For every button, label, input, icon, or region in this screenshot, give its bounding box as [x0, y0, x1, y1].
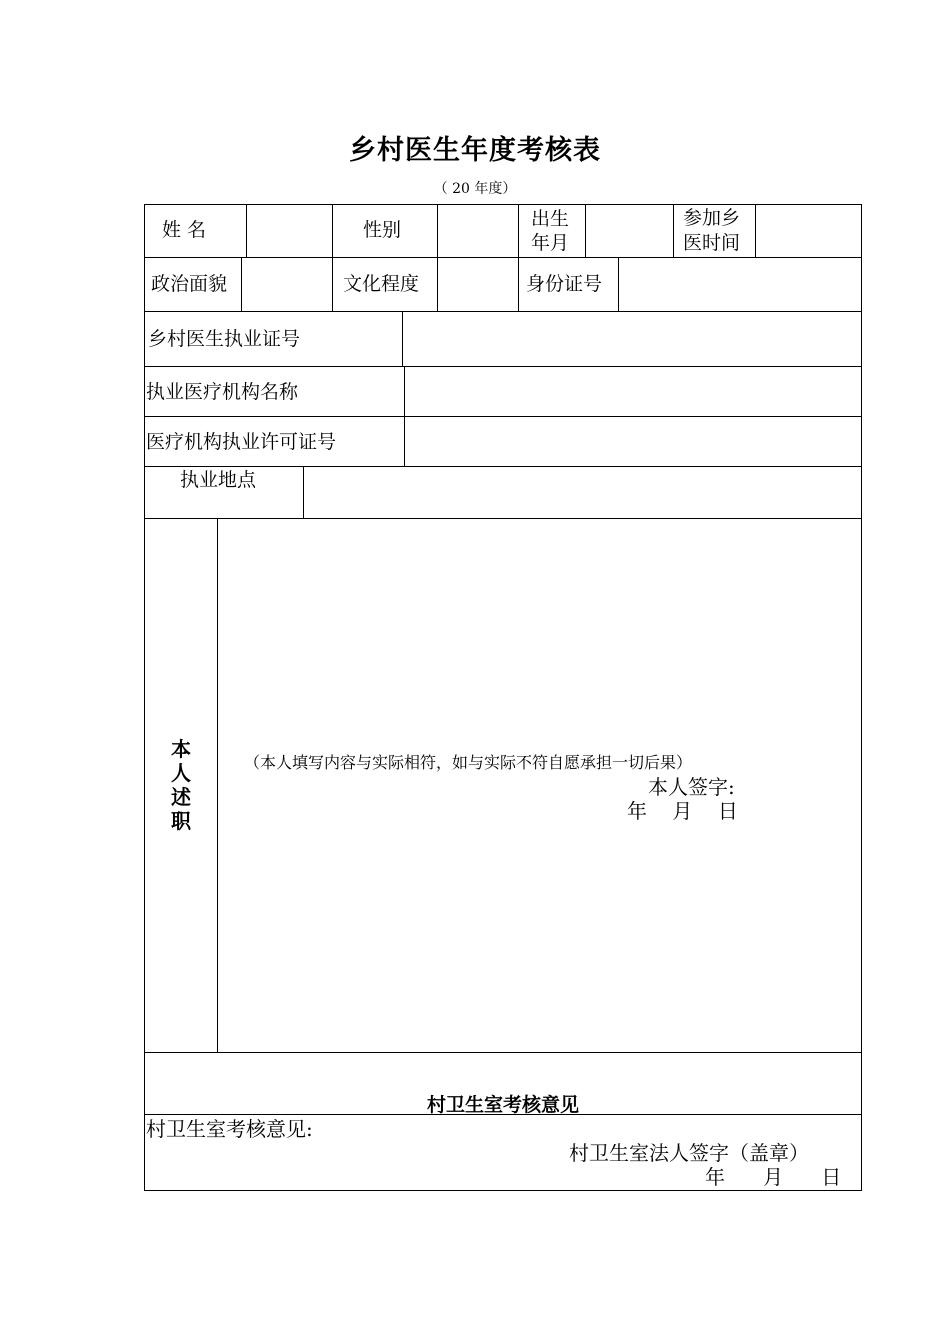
practice-location-field[interactable] [304, 467, 861, 518]
col-divider [673, 204, 674, 257]
birth-field[interactable] [586, 205, 673, 257]
id-number-field[interactable] [619, 258, 861, 311]
education-field[interactable] [438, 258, 518, 311]
practice-location-label: 执业地点 [180, 469, 257, 491]
row-divider-7 [144, 1052, 862, 1053]
birth-label-line1: 出生 [531, 208, 570, 230]
license-number-field[interactable] [403, 312, 861, 366]
clinic-review-heading: 村卫生室考核意见 [426, 1094, 579, 1116]
gender-label: 性别 [363, 219, 402, 241]
clinic-review-opinion-label: 村卫生室考核意见: [146, 1117, 313, 1141]
license-number-label: 乡村医生执业证号 [148, 328, 301, 350]
self-report-signature: 本人签字: [648, 775, 735, 799]
birth-label-line2: 年月 [531, 232, 570, 254]
name-label: 姓 名 [162, 219, 207, 241]
institution-name-label: 执业医疗机构名称 [146, 381, 299, 403]
join-time-label-line2: 医时间 [683, 232, 741, 254]
id-number-label: 身份证号 [526, 273, 603, 295]
join-time-field[interactable] [756, 205, 861, 257]
political-status-label: 政治面貌 [151, 273, 228, 295]
institution-permit-field[interactable] [405, 417, 861, 466]
gender-field[interactable] [438, 205, 518, 257]
self-report-note: （本人填写内容与实际相符，如与实际不符自愿承担一切后果） [244, 753, 693, 772]
political-status-field[interactable] [242, 258, 332, 311]
col-divider [332, 257, 333, 311]
clinic-review-signature: 村卫生室法人签字（盖章） [569, 1141, 809, 1165]
education-label: 文化程度 [343, 273, 420, 295]
join-time-label-line1: 参加乡 [683, 207, 741, 229]
page-subtitle: （ 20 年度） [433, 181, 517, 197]
page-title: 乡村医生年度考核表 [349, 135, 601, 166]
institution-name-field[interactable] [405, 367, 861, 416]
col-divider [518, 204, 519, 257]
self-report-date: 年 月 日 [627, 799, 738, 823]
col-divider [518, 257, 519, 311]
name-field[interactable] [247, 205, 332, 257]
self-report-label: 本人述职 [171, 737, 191, 833]
self-report-field[interactable] [218, 519, 861, 1052]
institution-permit-label: 医疗机构执业许可证号 [146, 431, 337, 453]
clinic-review-date: 年 月 日 [705, 1165, 842, 1189]
col-divider [332, 204, 333, 257]
